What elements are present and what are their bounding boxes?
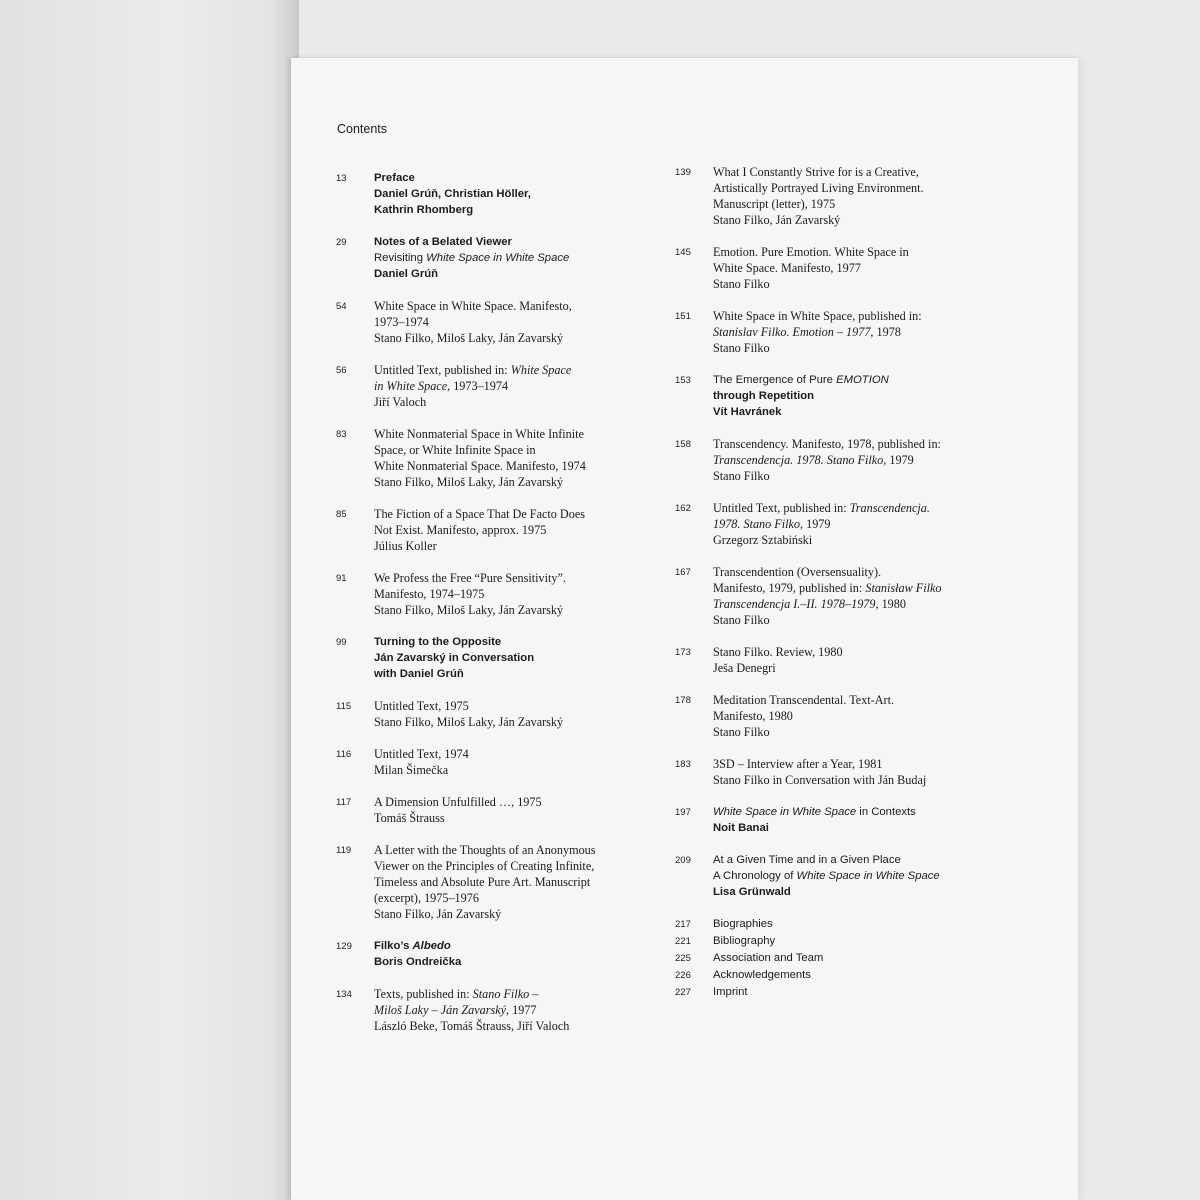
entry-line (374, 202, 626, 218)
contents-entry (675, 244, 995, 292)
entry-text-segment: A Dimension Unfulfilled …, 1975 (374, 795, 542, 809)
page-number: 116 (336, 749, 352, 760)
entry-line (374, 314, 626, 330)
entry-text-segment: Preface (374, 172, 415, 184)
entry-text (374, 362, 626, 410)
page-number: 217 (675, 919, 691, 930)
contents-entry (336, 170, 626, 218)
contents-entry (675, 644, 995, 676)
entry-text-segment: Ješa Denegri (713, 661, 776, 675)
entry-line (374, 298, 626, 314)
entry-line (713, 868, 995, 884)
entry-text-segment: Artistically Portrayed Living Environment. (713, 181, 924, 195)
contents-entry (336, 234, 626, 282)
entry-line (713, 564, 995, 580)
entry-text (374, 938, 626, 970)
entry-line (713, 196, 995, 212)
entry-text-segment: with Daniel Grúň (374, 668, 464, 680)
entry-text (713, 244, 995, 292)
entry-text-segment: Stano Filko. Review, 1980 (713, 645, 843, 659)
entry-line (374, 506, 626, 522)
entry-line (374, 250, 626, 266)
contents-entry (336, 842, 626, 922)
entry-text (713, 967, 995, 983)
entry-text-segment: Untitled Text, 1974 (374, 747, 469, 761)
entry-line (713, 692, 995, 708)
entry-text-segment: Vít Havránek (713, 406, 782, 418)
entry-text (713, 756, 995, 788)
entry-text-segment: Meditation Transcendental. Text-Art. (713, 693, 895, 707)
entry-text-segment: Space, or White Infinite Space in (374, 443, 536, 457)
page-number: 115 (336, 701, 352, 712)
entry-text-segment: , 1973–1974 (447, 379, 509, 393)
contents-entry (336, 938, 626, 970)
contents-entry (675, 950, 995, 967)
contents-entry (675, 852, 995, 900)
entry-line (374, 170, 626, 186)
entry-text-segment: 1978. Stano Filko (713, 517, 800, 531)
page-title: Contents (337, 122, 388, 136)
entry-line (374, 874, 626, 890)
entry-line (374, 794, 626, 810)
entry-text-segment: Stano Filko, Miloš Laky, Ján Zavarský (374, 331, 564, 345)
entry-text-segment: Jiří Valoch (374, 395, 427, 409)
page-number: 134 (336, 989, 352, 1000)
page-number: 226 (675, 970, 691, 981)
entry-text-segment: Stano Filko, Ján Zavarský (713, 213, 841, 227)
page-number: 85 (336, 509, 347, 520)
entry-text (374, 570, 626, 618)
contents-entry (675, 984, 995, 1001)
entry-text-segment: Stano Filko – (472, 987, 539, 1001)
entry-text-segment: Daniel Grúň (374, 268, 439, 280)
entry-text-segment: Noit Banai (713, 822, 769, 834)
page-number: 117 (336, 797, 352, 808)
entry-text-segment: Untitled Text, published in: (713, 501, 850, 515)
entry-text-segment: Stano Filko, Miloš Laky, Ján Zavarský (374, 603, 564, 617)
entry-text-segment: Stano Filko, Miloš Laky, Ján Zavarský (374, 715, 564, 729)
contents-entry (675, 916, 995, 933)
page-number: 119 (336, 845, 352, 856)
entry-text (713, 984, 995, 1000)
contents-column-left (336, 170, 626, 1050)
entry-line (374, 666, 626, 682)
entry-line (374, 458, 626, 474)
contents-entry (675, 308, 995, 356)
entry-line (374, 986, 626, 1002)
entry-line (374, 634, 626, 650)
page-number: 221 (675, 936, 691, 947)
entry-line (374, 810, 626, 826)
entry-text-segment: 3SD – Interview after a Year, 1981 (713, 757, 883, 771)
contents-entry (675, 933, 995, 950)
entry-text-segment: Viewer on the Principles of Creating Infinite, (374, 859, 595, 873)
contents-entry (675, 500, 995, 548)
entry-text-segment: Stano Filko (713, 725, 770, 739)
entry-line (713, 180, 995, 196)
entry-text-segment: White Nonmaterial Space in White Infinite (374, 427, 584, 441)
entry-text-segment: White Space in White Space (713, 806, 857, 818)
entry-text-segment: in White Space (374, 379, 448, 393)
entry-text (713, 852, 995, 900)
entry-line (374, 1002, 626, 1018)
entry-text (374, 234, 626, 282)
entry-text-segment: Turning to the Opposite (374, 636, 502, 648)
entry-line (713, 967, 995, 983)
entry-text (713, 372, 995, 420)
entry-text-segment: , 1980 (875, 597, 906, 611)
entry-text-segment: The Emergence of Pure (713, 374, 837, 386)
contents-entry (336, 794, 626, 826)
entry-text (713, 950, 995, 966)
entry-text-segment: Timeless and Absolute Pure Art. Manuscript (374, 875, 591, 889)
entry-line (374, 474, 626, 490)
entry-line (713, 724, 995, 740)
contents-entry (675, 756, 995, 788)
entry-text-segment: At a Given Time and in a Given Place (713, 854, 901, 866)
entry-line (374, 954, 626, 970)
page-number: 99 (336, 637, 347, 648)
contents-entry (675, 436, 995, 484)
entry-line (374, 538, 626, 554)
entry-line (713, 532, 995, 548)
entry-text-segment: Stano Filko (713, 613, 770, 627)
page-number: 209 (675, 855, 691, 866)
contents-entry (336, 426, 626, 490)
page-number: 56 (336, 365, 347, 376)
entry-line (374, 186, 626, 202)
page-number: 91 (336, 573, 347, 584)
entry-text-segment: Untitled Text, published in: (374, 363, 511, 377)
entry-text (713, 644, 995, 676)
page-number: 153 (675, 375, 691, 386)
entry-text-segment: A Chronology of (713, 870, 797, 882)
entry-line (713, 468, 995, 484)
entry-line (713, 820, 995, 836)
entry-line (374, 842, 626, 858)
entry-text (713, 164, 995, 228)
page-number: 173 (675, 647, 691, 658)
entry-text-segment: EMOTION (836, 374, 889, 386)
entry-line (713, 308, 995, 324)
page-number: 13 (336, 173, 347, 184)
entry-text-segment: Manifesto, 1980 (713, 709, 793, 723)
entry-text (713, 564, 995, 628)
entry-line (374, 266, 626, 282)
entry-text-segment: Not Exist. Manifesto, approx. 1975 (374, 523, 547, 537)
page-number: 129 (336, 941, 352, 952)
entry-text (374, 506, 626, 554)
entry-text-segment: Bibliography (713, 935, 776, 947)
entry-text-segment: Manuscript (letter), 1975 (713, 197, 836, 211)
entry-line (374, 746, 626, 762)
entry-text (713, 308, 995, 356)
entry-text-segment: White Space in White Space. Manifesto, (374, 299, 572, 313)
entry-text-segment: Biographies (713, 918, 773, 930)
entry-text-segment: White Space (510, 363, 572, 377)
page-number: 54 (336, 301, 347, 312)
entry-text-segment: Manifesto, 1974–1975 (374, 587, 485, 601)
entry-text-segment: Transcendencja I.–II. 1978–1979 (713, 597, 876, 611)
entry-text-segment: Boris Ondreička (374, 956, 462, 968)
entry-text-segment: White Space. Manifesto, 1977 (713, 261, 861, 275)
entry-text-segment: We Profess the Free “Pure Sensitivity”. (374, 571, 566, 585)
entry-text (713, 436, 995, 484)
entry-line (713, 756, 995, 772)
contents-entry (675, 372, 995, 420)
entry-text-segment: Imprint (713, 986, 748, 998)
entry-line (374, 378, 626, 394)
entry-text (374, 634, 626, 682)
entry-line (374, 234, 626, 250)
entry-line (374, 1018, 626, 1034)
entry-text-segment: Daniel Grúň, Christian Höller, (374, 188, 531, 200)
entry-text-segment: Texts, published in: (374, 987, 473, 1001)
entry-text-segment: Stanislav Filko. Emotion – 1977 (713, 325, 871, 339)
entry-text (374, 698, 626, 730)
page-number: 167 (675, 567, 691, 578)
entry-text-segment: (excerpt), 1975–1976 (374, 891, 479, 905)
contents-entry (336, 570, 626, 618)
entry-line (713, 436, 995, 452)
entry-line (374, 362, 626, 378)
entry-line (713, 372, 995, 388)
entry-line (374, 394, 626, 410)
entry-line (713, 772, 995, 788)
entry-line (713, 660, 995, 676)
page-number: 139 (675, 167, 691, 178)
contents-entry (336, 634, 626, 682)
contents-entry (336, 362, 626, 410)
entry-line (374, 714, 626, 730)
entry-text-segment: Emotion. Pure Emotion. White Space in (713, 245, 909, 259)
entry-text-segment: , 1978 (870, 325, 901, 339)
entry-text (374, 298, 626, 346)
entry-text-segment: in Contexts (856, 806, 916, 818)
entry-text-segment: Stano Filko, Miloš Laky, Ján Zavarský (374, 475, 564, 489)
entry-text-segment: Manifesto, 1979, published in: (713, 581, 866, 595)
entry-text-segment: Transcendencja. 1978. Stano Filko (713, 453, 884, 467)
page-number: 151 (675, 311, 691, 322)
entry-text-segment: Stano Filko (713, 277, 770, 291)
entry-text (713, 500, 995, 548)
entry-text-segment: White Space in White Space (426, 252, 570, 264)
entry-text-segment: László Beke, Tomáš Štrauss, Jiří Valoch (374, 1019, 570, 1033)
entry-text-segment: Transcendention (Oversensuality). (713, 565, 882, 579)
entry-line (713, 804, 995, 820)
page-number: 178 (675, 695, 691, 706)
entry-line (713, 212, 995, 228)
entry-text-segment: , 1979 (800, 517, 831, 531)
entry-line (374, 570, 626, 586)
entry-line (713, 276, 995, 292)
entry-line (374, 762, 626, 778)
entry-line (713, 933, 995, 949)
entry-text-segment: through Repetition (713, 390, 815, 402)
entry-line (713, 950, 995, 966)
entry-text (374, 986, 626, 1034)
entry-text-segment: Association and Team (713, 952, 824, 964)
entry-line (713, 516, 995, 532)
entry-line (713, 884, 995, 900)
entry-line (713, 340, 995, 356)
entry-text-segment: Grzegorz Sztabiński (713, 533, 813, 547)
entry-text-segment: Notes of a Belated Viewer (374, 236, 512, 248)
contents-entry (336, 698, 626, 730)
entry-text-segment: Július Koller (374, 539, 437, 553)
entry-line (374, 602, 626, 618)
entry-line (374, 938, 626, 954)
contents-entry (336, 746, 626, 778)
entry-line (374, 522, 626, 538)
entry-text-segment: Acknowledgements (713, 969, 811, 981)
entry-line (374, 586, 626, 602)
entry-line (713, 244, 995, 260)
entry-text-segment: Stanisław Filko (865, 581, 942, 595)
left-page-curl (0, 0, 299, 1200)
entry-line (713, 260, 995, 276)
entry-text (374, 794, 626, 826)
entry-line (713, 852, 995, 868)
entry-text-segment: Stano Filko (713, 341, 770, 355)
entry-text-segment: Transcendencja. (849, 501, 930, 515)
page-number: 227 (675, 987, 691, 998)
entry-text-segment: What I Constantly Strive for is a Creative, (713, 165, 919, 179)
entry-line (374, 426, 626, 442)
entry-line (713, 404, 995, 420)
entry-text-segment: Revisiting (374, 252, 427, 264)
entry-text-segment: , 1979 (883, 453, 914, 467)
contents-entry (336, 986, 626, 1034)
entry-text-segment: Filko’s (374, 940, 413, 952)
entry-text-segment: White Nonmaterial Space. Manifesto, 1974 (374, 459, 586, 473)
entry-text (713, 692, 995, 740)
page-number: 197 (675, 807, 691, 818)
entry-text-segment: White Space in White Space (796, 870, 940, 882)
contents-page (291, 58, 1078, 1200)
entry-line (713, 984, 995, 1000)
page-number: 158 (675, 439, 691, 450)
entry-text (374, 170, 626, 218)
page-number: 83 (336, 429, 347, 440)
entry-text-segment: , 1977 (506, 1003, 537, 1017)
entry-text-segment: The Fiction of a Space That De Facto Does (374, 507, 585, 521)
entry-text-segment: Transcendency. Manifesto, 1978, published in: (713, 437, 941, 451)
page-number: 225 (675, 953, 691, 964)
page-number: 162 (675, 503, 691, 514)
entry-text (713, 933, 995, 949)
page-number: 145 (675, 247, 691, 258)
entry-text-segment: Tomáš Štrauss (374, 811, 445, 825)
entry-text (713, 804, 995, 836)
entry-line (374, 650, 626, 666)
entry-line (713, 452, 995, 468)
contents-entry (336, 506, 626, 554)
entry-text-segment: Miloš Laky – Ján Zavarský (374, 1003, 507, 1017)
contents-entry (336, 298, 626, 346)
contents-entry (675, 564, 995, 628)
entry-text (374, 746, 626, 778)
entry-line (713, 164, 995, 180)
entry-text-segment: Albedo (412, 940, 451, 952)
entry-text-segment: Stano Filko, Ján Zavarský (374, 907, 502, 921)
entry-line (374, 858, 626, 874)
entry-line (713, 500, 995, 516)
entry-line (713, 596, 995, 612)
entry-line (713, 916, 995, 932)
contents-entry (675, 967, 995, 984)
entry-text-segment: White Space in White Space, published in: (713, 309, 922, 323)
entry-line (374, 698, 626, 714)
entry-line (374, 906, 626, 922)
entry-text-segment: Stano Filko in Conversation with Ján Budaj (713, 773, 927, 787)
entry-text-segment: Untitled Text, 1975 (374, 699, 469, 713)
entry-text-segment: 1973–1974 (374, 315, 429, 329)
entry-text-segment: Milan Šimečka (374, 763, 449, 777)
entry-text-segment: Lisa Grünwald (713, 886, 791, 898)
entry-line (374, 330, 626, 346)
contents-entry (675, 164, 995, 228)
entry-line (374, 442, 626, 458)
entry-text-segment: Stano Filko (713, 469, 770, 483)
page-number: 29 (336, 237, 347, 248)
entry-text-segment: Kathrin Rhomberg (374, 204, 474, 216)
entry-text-segment: Ján Zavarský in Conversation (374, 652, 535, 664)
entry-text (374, 842, 626, 922)
entry-line (713, 388, 995, 404)
contents-column-right (675, 164, 995, 1001)
entry-text-segment: A Letter with the Thoughts of an Anonymous (374, 843, 596, 857)
contents-entry (675, 804, 995, 836)
contents-entry (675, 692, 995, 740)
entry-line (713, 708, 995, 724)
page-number: 183 (675, 759, 691, 770)
entry-line (713, 580, 995, 596)
entry-line (374, 890, 626, 906)
entry-text (374, 426, 626, 490)
entry-line (713, 324, 995, 340)
entry-line (713, 644, 995, 660)
entry-line (713, 612, 995, 628)
entry-text (713, 916, 995, 932)
